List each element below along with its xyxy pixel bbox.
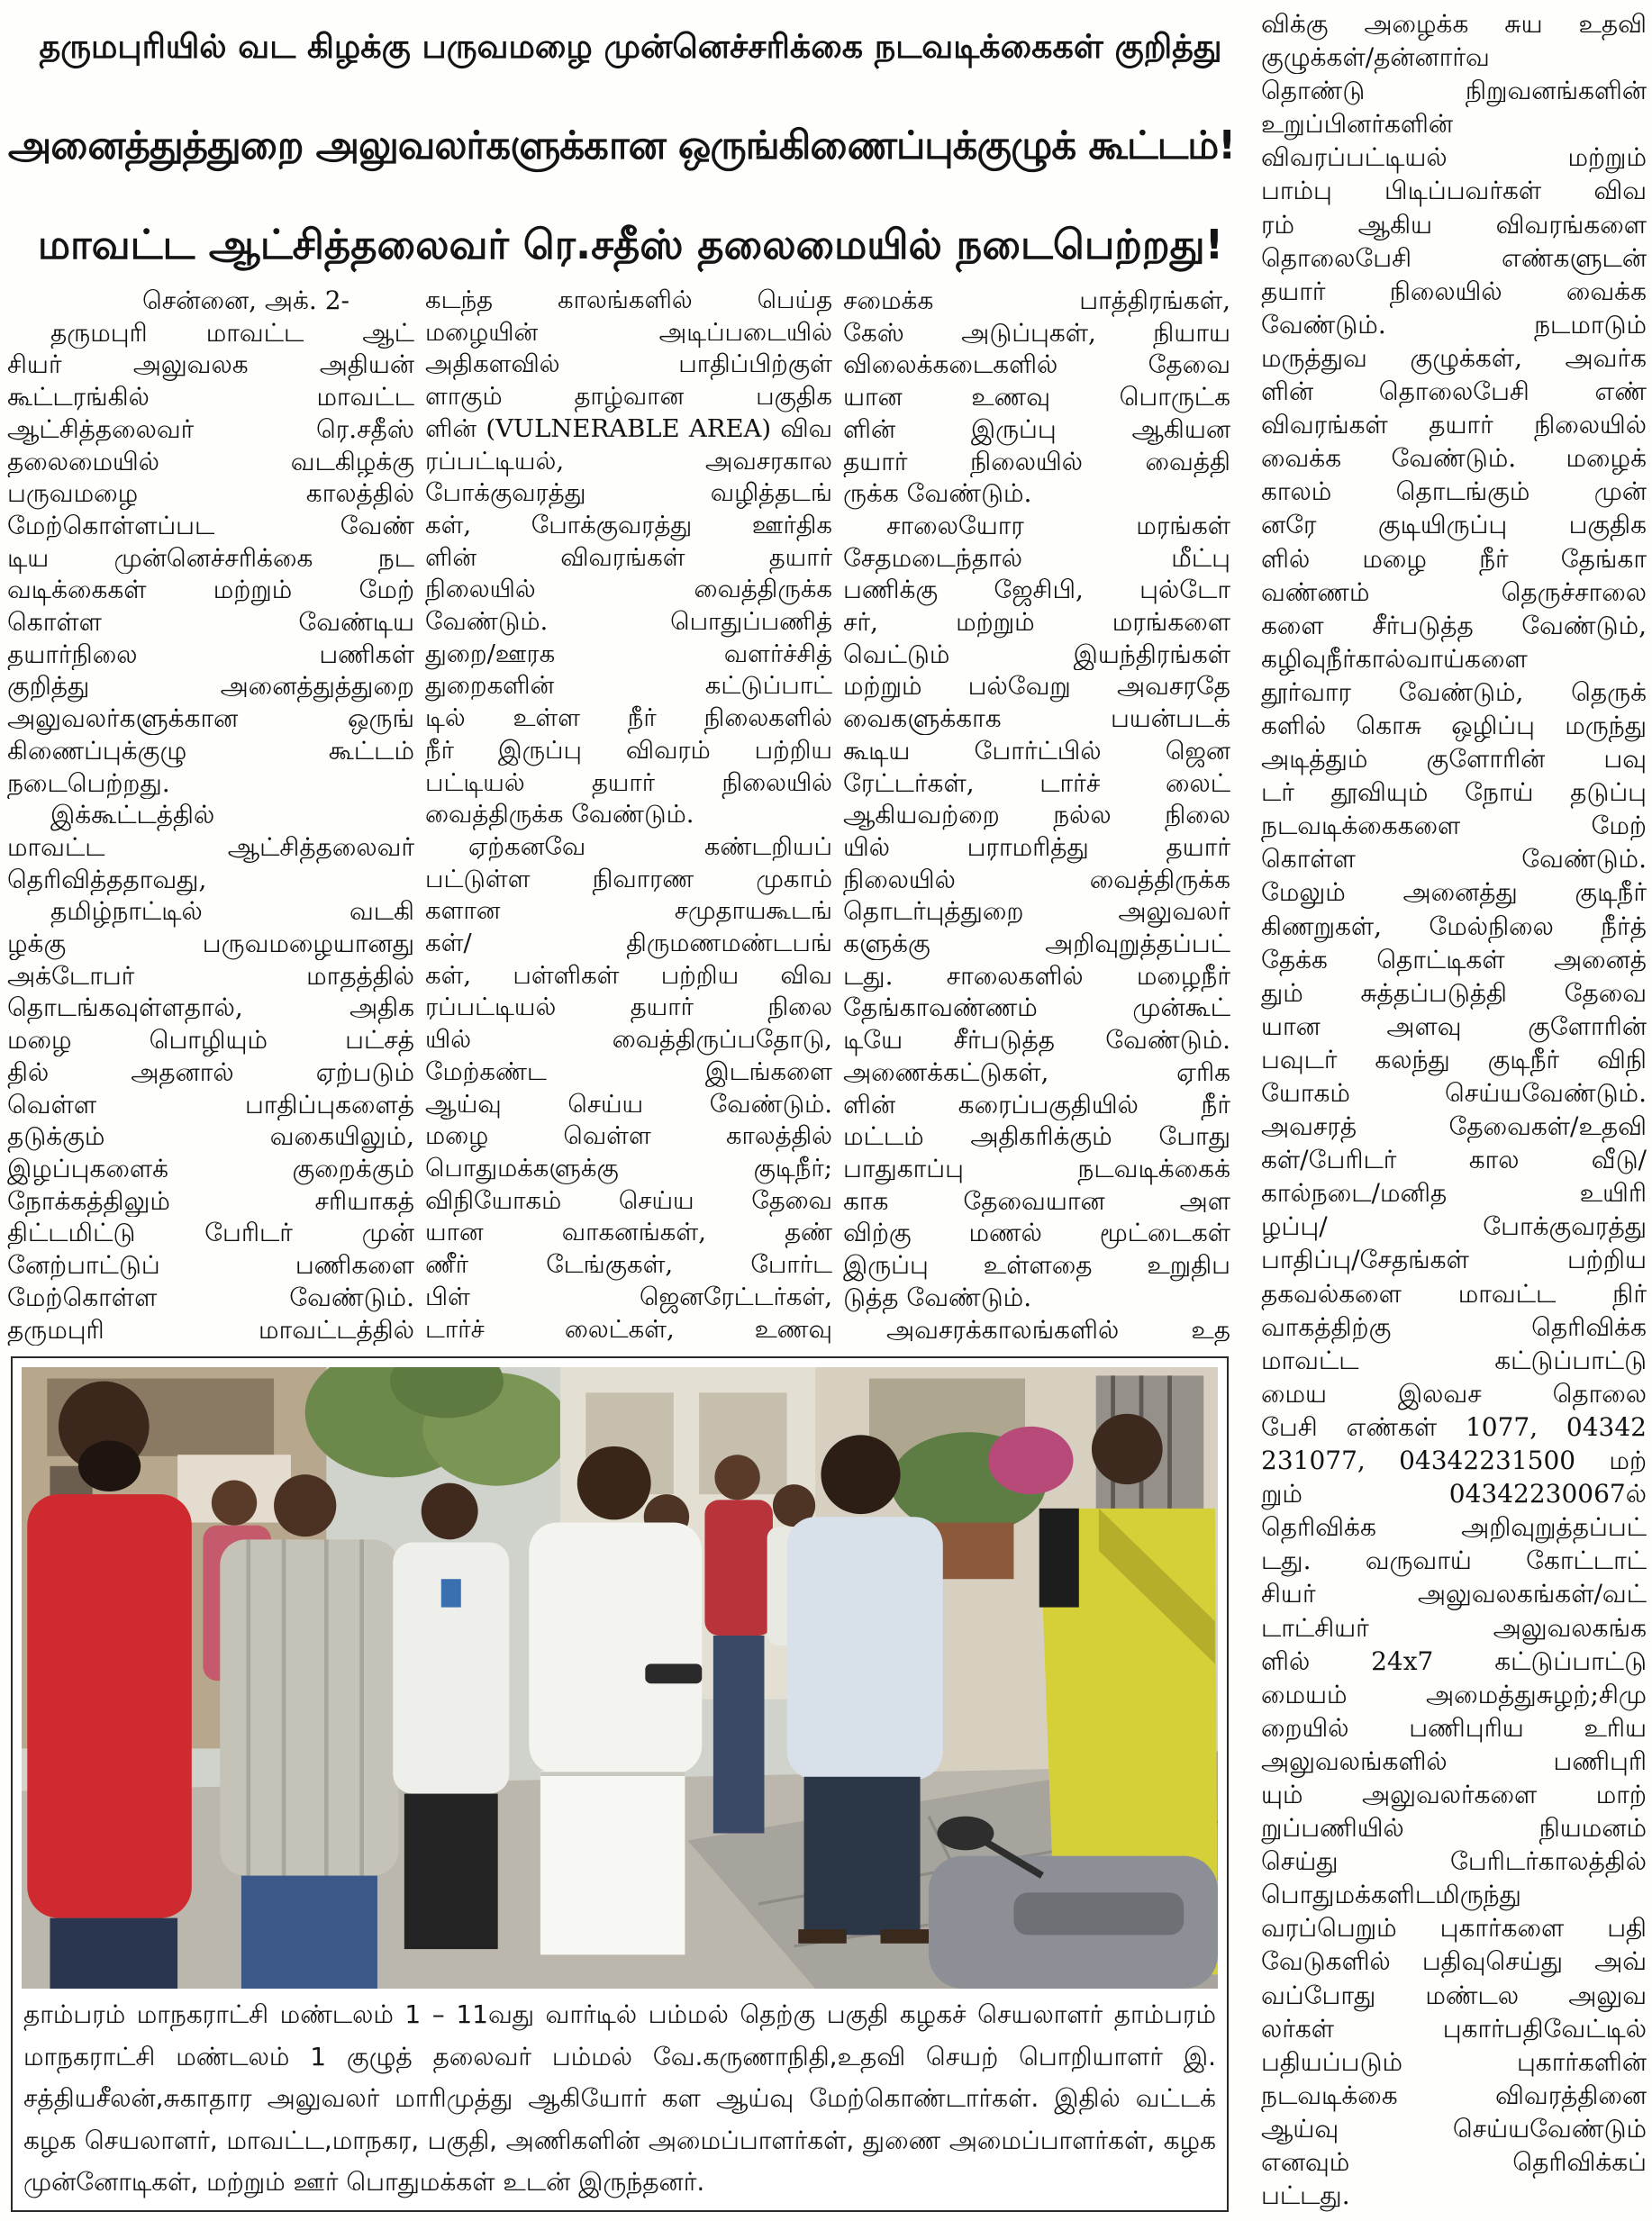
article-line: மட்டம் அதிகரிக்கும் போது [843,1121,1230,1152]
article-line: வரப்பெறும் புகார்களை பதி [1261,1913,1647,1944]
article-line: தெரிவிக்க அறிவுறுத்தப்பட் [1261,1512,1647,1543]
article-line: வடிக்கைகள் மற்றும் மேற் [7,575,414,605]
article-line: னேற்பாட்டுப் பணிகளை [7,1250,414,1281]
article-line: ஆய்வு செய்ய வேண்டும். [425,1089,832,1119]
article-line: டிய முன்னெச்சரிக்கை நட [7,542,414,573]
news-photo [22,1367,1218,1989]
article-line: சியர் அலுவலக அதியன் [7,349,414,380]
article-line: துறைகளின் கட்டுப்பாட் [425,671,832,701]
article-line: எனவும் தெரிவிக்கப் [1261,2147,1647,2177]
article-line: வைக்க வேண்டும். மழைக் [1261,443,1647,474]
article-line: களான சமுதாயகூடங் [425,896,832,926]
article-line: மாவட்ட ஆட்சித்தலைவர் [7,831,414,862]
article-line: குறித்து அனைத்துத்துறை [7,671,414,702]
photo-caption [23,1994,1216,2205]
article-line: அடித்தும் குளோரின் பவு [1261,744,1647,775]
article-line: தருமபுரி மாவட்ட ஆட் [50,317,414,348]
article-column-1 [7,285,414,1347]
article-line: பொதுமக்களிடமிருந்து [1261,1880,1521,1910]
article-line: யில் பராமரித்து தயார் [843,831,1230,862]
article-column-2 [425,285,832,1347]
article-line: செய்து பேரிடர்காலத்தில் [1261,1846,1647,1877]
article-line: மேற்கொள்ளப்பட வேண் [7,510,414,540]
article-line: பருவமழை காலத்தில் [7,478,414,509]
article-line: கள், பள்ளிகள் பற்றிய விவ [425,960,832,990]
article-line: பணிக்கு ஜேசிபி, புல்டோ [843,575,1230,605]
article-line: வண்ணம் தெருச்சாலை [1261,576,1647,607]
article-line: அலுவலங்களில் பணிபுரி [1261,1745,1647,1776]
article-line: சியர் அலுவலகங்கள்/வட் [1261,1579,1647,1609]
article-line: விவரங்கள் தயார் நிலையில் [1261,410,1647,440]
article-line: களுக்கு அறிவுறுத்தப்பட் [843,929,1230,959]
article-line: றையில் பணிபுரிய உரிய [1261,1712,1647,1743]
article-column-3 [843,285,1230,1347]
article-line: தொண்டு நிறுவனங்களின் [1261,76,1647,106]
article-line: போக்குவரத்து வழித்தடங் [425,478,832,508]
article-line: பாதிப்பு/சேதங்கள் பற்றிய [1261,1245,1647,1275]
article-line: கொள்ள வேண்டும். [1261,844,1647,875]
article-line: வப்போது மண்டல அலுவ [1261,1980,1647,2010]
article-line: கள்/பேரிடர் கால வீடு/ [1261,1145,1647,1175]
article-line: கள்/ திருமணமண்டபங் [425,929,832,958]
article-line: தூர்வார வேண்டும், தெருக் [1261,676,1647,707]
article-line: வைகளுக்காக பயன்படக் [843,703,1230,734]
dateline: சென்னை, அக். 2- [142,286,350,315]
article-line: யான வாகனங்கள், தண் [425,1218,832,1247]
article-line: விநியோகம் செய்ய தேவை [425,1185,832,1215]
article-line: கிணைப்புக்குழு கூட்டம் [7,735,414,766]
article-line: அவசரக்காலங்களில் உத [886,1314,1230,1345]
article-line: குழுக்கள்/தன்னார்வ [1261,42,1490,73]
article-line: சேதமடைந்தால் மீட்பு [843,542,1230,573]
caption-line: மாநகராட்சி மண்டலம் 1 குழுத் தலைவர் பம்மல் வே.கருணாநிதி,உதவி செயற் பொறியாளர் இ. [23,2041,1216,2071]
article-line: யும் அலுவலர்களை மாற் [1261,1779,1647,1809]
article-line: கேஸ் அடுப்புகள், நியாய [843,317,1230,348]
article-line: பட்டுள்ள நிவாரண முகாம் [425,864,832,893]
article-line: வாகத்திற்கு தெரிவிக்க [1261,1311,1647,1342]
article-line: இருப்பு உள்ளதை உறுதிப [843,1250,1230,1281]
article-line: தகவல்களை மாவட்ட நிர் [1261,1278,1647,1309]
article-line: மேலும் அனைத்து குடிநீர் [1261,877,1647,908]
article-line: மழை பொழியும் பட்சத் [7,1025,414,1056]
article-line: ளின் விவரங்கள் தயார் [425,542,832,572]
person-background-red-shirt [704,1455,773,1833]
article-line: மருத்துவ குழுக்கள், அவர்க [1261,342,1647,373]
article-line: தொடங்கவுள்ளதால், அதிக [7,993,414,1023]
article-line: காக தேவையான அள [843,1185,1230,1216]
article-line: ஏற்கனவே கண்டறியப் [468,831,832,861]
article-line: நடவடிக்கைகளை மேற் [1261,811,1647,841]
person-checked-shirt [220,1474,398,1989]
article-line: றுப்பணியில் நியமனம் [1261,1813,1647,1844]
article-line: ருக்க வேண்டும். [843,478,1032,509]
article-line: தமிழ்நாட்டில் வடகி [50,896,414,927]
article-line: தயார் நிலையில் வைத்தி [843,446,1230,476]
article-line: ரப்பட்டியல், அவசரகால [425,446,832,476]
article-line: ரேட்டர்கள், டார்ச் லைட் [843,767,1230,798]
article-line: பேசி எண்கள் 1077, 04342 [1261,1411,1647,1442]
article-line: ஆகியவற்றை நல்ல நிலை [843,800,1230,830]
article-line: திட்டமிட்டு பேரிடர் முன் [7,1218,414,1248]
article-line: தருமபுரி மாவட்டத்தில் [7,1314,414,1345]
person-white-shirt-id-tag [393,1483,509,1949]
article-line: தெரிவித்ததாவது, [7,864,207,894]
article-line: 231077, 04342231500 மற் [1261,1446,1647,1476]
headline-title: அனைத்துத்துறை அலுவலர்களுக்கான ஒருங்கிணைப்புக்குழுக் கூட்டம்! [7,123,1236,168]
article-line: டில் உள்ள நீர் நிலைகளில் [425,703,832,733]
article-line: பாம்பு பிடிப்பவர்கள் விவ [1261,176,1647,206]
caption-line: முன்னோடிகள், மற்றும் ஊர் பொதுமக்கள் உடன் இருந்தனர். [23,2167,705,2197]
article-line: ளின் தொலைபேசி எண் [1261,376,1647,407]
article-line: ஆட்சித்தலைவர் ரெ.சதீஸ் [7,413,414,444]
caption-line: கழக செயலாளர், மாவட்ட,மாநகர, பகுதி, அணிகளின் அமைப்பாளர்கள், துணை அமைப்பாளர்கள், கழக [23,2125,1216,2155]
article-line: காலம் தொடங்கும் முன் [1261,476,1647,507]
article-line: ரப்பட்டியல் தயார் நிலை [425,993,832,1022]
article-line: மற்றும் பல்வேறு அவசரதே [843,671,1230,702]
article-line: கடந்த காலங்களில் பெய்த [425,286,832,314]
article-line: ளில் மழை நீர் தேங்கா [1261,543,1647,574]
article-line: யான உணவு பொருட்க [843,382,1230,412]
article-line: விற்கு மணல் மூட்டைகள் [843,1218,1230,1248]
article-line: டது. வருவாய் கோட்டாட் [1261,1546,1647,1576]
article-line: நீர் இருப்பு விவரம் பற்றிய [425,735,832,765]
article-line: தேக்க தொட்டிகள் அனைத் [1261,944,1647,975]
article-line: வேண்டும். நடமாடும் [1261,309,1647,340]
article-line: டது. சாலைகளில் மழைநீர் [843,960,1230,991]
article-line: னரே குடியிருப்பு பகுதிக [1261,510,1647,540]
article-line: லர்கள் புகார்பதிவேட்டில் [1261,2013,1647,2044]
article-line: கூட்டரங்கில் மாவட்ட [7,382,414,412]
article-line: மழையின் அடிப்படையில் [425,317,832,347]
article-line: வேண்டும். பொதுப்பணித் [425,607,832,637]
article-line: டர் தூவியும் நோய் தடுப்பு [1261,777,1647,808]
article-line: சமைக்க பாத்திரங்கள், [843,286,1230,315]
article-line: பாதுகாப்பு நடவடிக்கைக் [843,1153,1230,1183]
article-line: ணீர் டேங்குகள், போர்ட [425,1250,832,1280]
article-line: ளில் 24x7 கட்டுப்பாட்டு [1261,1645,1647,1676]
article-line: அதிகளவில் பாதிப்பிற்குள் [425,349,832,379]
article-line: தேங்காவண்ணம் முன்கூட் [843,993,1230,1023]
photo-block [11,1356,1229,2212]
article-line: விவரப்பட்டியல் மற்றும் [1261,142,1647,173]
article-line: பிள் ஜெனரேட்டர்கள், [425,1282,832,1311]
article-line: தயார்நிலை பணிகள் [7,639,414,669]
article-line: டார்ச் லைட்கள், உணவு [425,1314,832,1344]
article-line: கள், போக்குவரத்து ஊர்திக [425,510,832,539]
article-line: றும் 04342230067ல் [1261,1479,1647,1509]
article-line: ரம் ஆகிய விவரங்களை [1261,209,1647,240]
article-line: டுத்த வேண்டும். [843,1282,1032,1312]
article-line: விக்கு அழைக்க சுய உதவி [1261,9,1647,39]
article-line: அவசரத் தேவைகள்/உதவி [1261,1111,1647,1142]
article-line: டியே சீர்படுத்த வேண்டும். [843,1025,1230,1056]
article-line: தொடர்புத்துறை அலுவலர் [843,896,1230,927]
article-line: நடவடிக்கை விவரத்தினை [1261,2080,1647,2110]
article-line: ளின் இருப்பு ஆகியன [843,413,1230,444]
article-line: சர், மற்றும் மரங்களை [843,607,1230,638]
article-line: ளின் கரைப்பகுதியில் நீர் [843,1089,1230,1120]
article-line: வைத்திருக்க வேண்டும். [425,800,694,829]
article-line: களில் கொசு ஒழிப்பு மருந்து [1261,710,1647,740]
article-line: பதியப்படும் புகார்களின் [1261,2046,1647,2077]
caption-line: சத்தியசீலன்,சுகாதார அலுவலர் மாரிமுத்து ஆகியோர் கள ஆய்வு மேற்கொண்டார்கள். இதில் வட்டக் [23,2083,1216,2113]
article-line: தயார் நிலையில் வைக்க [1261,276,1647,306]
article-line: இக்கூட்டத்தில் [50,800,215,830]
article-line: ளின் (VULNERABLE AREA) விவ [425,413,832,443]
article-line: இழப்புகளைக் குறைக்கும் [7,1153,414,1183]
article-line: மையம் அமைத்துசுழற்;சிமு [1261,1679,1647,1709]
article-line: கழிவுநீர்கால்வாய்களை [1261,643,1528,674]
caption-line: தாம்பரம் மாநகராட்சி மண்டலம் 1 – 11வது வார்டில் பம்மல் தெற்கு பகுதி கழகச் செயலாளர் தாம்பரம் [23,1999,1216,2029]
photo-illustration [22,1367,1218,1989]
article-line: மாவட்ட கட்டுப்பாட்டு [1261,1345,1647,1375]
article-line: கூடிய போர்ட்பில் ஜென [843,735,1230,766]
article-line: யில் வைத்திருப்பதோடு, [425,1025,832,1055]
article-line: நோக்கத்திலும் சரியாகத் [7,1185,414,1216]
article-line: ளாகும் தாழ்வான பகுதிக [425,382,832,412]
article-line: தொலைபேசி எண்களுடன் [1261,242,1647,273]
article-line: வெட்டும் இயந்திரங்கள் [843,639,1230,669]
article-line: கிணறுகள், மேல்நிலை நீர்த் [1261,911,1647,941]
article-line: சாலையோர மரங்கள் [886,510,1230,540]
article-column-4 [1261,7,1647,2214]
article-line: நிலையில் வைத்திருக்க [425,575,832,604]
article-line: மழை வெள்ள காலத்தில் [425,1121,832,1151]
article-line: நடைபெற்றது. [7,767,170,798]
article-line: டாட்சியர் அலுவலகங்க [1261,1612,1647,1643]
article-line: மேற்கொள்ள வேண்டும். [7,1282,414,1312]
article-line: அக்டோபர் மாதத்தில் [7,960,414,991]
article-line: பொதுமக்களுக்கு குடிநீர்; [425,1153,832,1183]
article-line: மேற்கண்ட இடங்களை [425,1056,832,1086]
article-line: வேடுகளில் பதிவுசெய்து அவ் [1261,1946,1647,1977]
article-line: தடுக்கும் வகையிலும், [7,1121,414,1152]
article-line: வெள்ள பாதிப்புகளைத் [7,1089,414,1120]
article-line: கால்நடை/மனித உயிரி [1261,1178,1647,1209]
article-line: அலுவலர்களுக்கான ஒருங் [7,703,414,734]
article-line: கொள்ள வேண்டிய [7,607,414,638]
article-line: ழப்பு/ போக்குவரத்து [1261,1211,1647,1242]
article-line: தலைமையில் வடகிழக்கு [7,446,414,476]
article-line: உறுப்பினர்களின் [1261,109,1453,140]
article-line: தும் சுத்தப்படுத்தி தேவை [1261,977,1647,1008]
article-line: மைய இலவச தொலை [1261,1378,1647,1409]
article-line: யான அளவு குளோரின் [1261,1011,1647,1041]
headline-kicker: தருமபுரியில் வட கிழக்கு பருவமழை முன்னெச்சரிக்கை நடவடிக்கைகள் குறித்து [39,27,1222,66]
headline-subtitle: மாவட்ட ஆட்சித்தலைவர் ரெ.சதீஸ் தலைமையில் நடைபெற்றது! [37,221,1224,268]
article-line: விலைக்கடைகளில் தேவை [843,349,1230,380]
article-line: ழக்கு பருவமழையானது [7,929,414,959]
article-line: யோகம் செய்யவேண்டும். [1261,1078,1647,1108]
article-line: பவுடர் கலந்து குடிநீர் விநி [1261,1044,1647,1074]
article-line: பட்டது. [1261,2180,1350,2211]
article-line: களை சீர்படுத்த வேண்டும், [1261,610,1647,640]
article-line: நிலையில் வைத்திருக்க [843,864,1230,894]
article-line: தில் அதனால் ஏற்படும் [7,1056,414,1087]
article-line: துறை/ஊரக வளர்ச்சித் [425,639,832,668]
article-line: ஆய்வு செய்யவேண்டும் [1261,2113,1647,2144]
article-line: அணைக்கட்டுகள், ஏரிக [843,1056,1230,1087]
article-line: பட்டியல் தயார் நிலையில் [425,767,832,797]
